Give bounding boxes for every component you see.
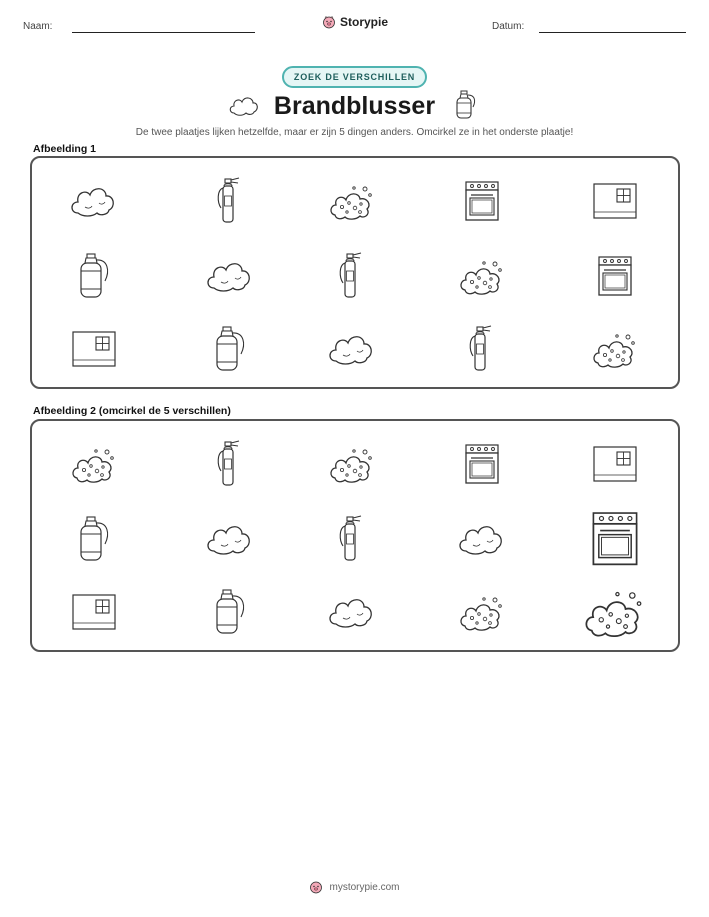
foam-icon[interactable] <box>457 254 507 298</box>
name-line[interactable] <box>72 32 255 33</box>
brand-logo <box>322 15 388 29</box>
window-wall-icon[interactable] <box>70 329 118 369</box>
cloud-icon[interactable] <box>457 519 507 559</box>
stove-icon[interactable] <box>588 509 642 568</box>
picture1-panel <box>30 156 680 389</box>
window-wall-icon[interactable] <box>591 181 639 221</box>
foam-icon[interactable] <box>327 442 377 486</box>
fire-extinguisher-icon[interactable] <box>213 176 247 226</box>
cloud-icon[interactable] <box>327 592 377 632</box>
cloud-icon[interactable] <box>205 256 255 296</box>
gas-bottle-icon[interactable] <box>210 324 250 374</box>
title-gas-bottle-icon <box>453 89 479 126</box>
gas-bottle-icon[interactable] <box>74 251 114 301</box>
picture2-panel <box>30 419 680 652</box>
footer <box>0 880 709 894</box>
worksheet-type-badge: ZOEK DE VERSCHILLEN <box>282 66 427 88</box>
cloud-icon[interactable] <box>327 329 377 369</box>
cloud-icon[interactable] <box>69 181 119 221</box>
date-line[interactable] <box>539 32 686 33</box>
footer-url[interactable]: mystorypie.com <box>329 881 400 893</box>
fire-extinguisher-icon[interactable] <box>335 251 369 301</box>
pig-mascot-icon <box>322 15 336 29</box>
date-label: Datum: <box>492 21 525 32</box>
window-wall-icon[interactable] <box>591 444 639 484</box>
gas-bottle-icon[interactable] <box>74 514 114 564</box>
stove-icon[interactable] <box>462 442 502 486</box>
foam-icon[interactable] <box>327 179 377 223</box>
name-label: Naam: <box>23 21 53 32</box>
gas-bottle-icon[interactable] <box>210 587 250 637</box>
stove-icon[interactable] <box>595 254 635 298</box>
page-title: Brandblusser <box>273 92 436 120</box>
foam-icon[interactable] <box>69 442 119 486</box>
picture2-label: Afbeelding 2 (omcirkel de 5 verschillen) <box>33 405 231 417</box>
foam-icon[interactable] <box>581 582 649 641</box>
cloud-icon[interactable] <box>205 519 255 559</box>
pig-mascot-icon <box>309 880 323 894</box>
fire-extinguisher-icon[interactable] <box>213 439 247 489</box>
foam-icon[interactable] <box>590 327 640 371</box>
instructions-text: De twee plaatjes lijken hetzelfde, maar er zijn 5 dingen anders. Omcirkel ze in het onderste plaatje! <box>135 127 574 138</box>
brand-name: Storypie <box>340 15 389 29</box>
stove-icon[interactable] <box>462 179 502 223</box>
window-wall-icon[interactable] <box>70 592 118 632</box>
foam-icon[interactable] <box>457 590 507 634</box>
fire-extinguisher-icon[interactable] <box>335 514 369 564</box>
fire-extinguisher-icon[interactable] <box>465 324 499 374</box>
picture1-label: Afbeelding 1 <box>33 143 97 155</box>
